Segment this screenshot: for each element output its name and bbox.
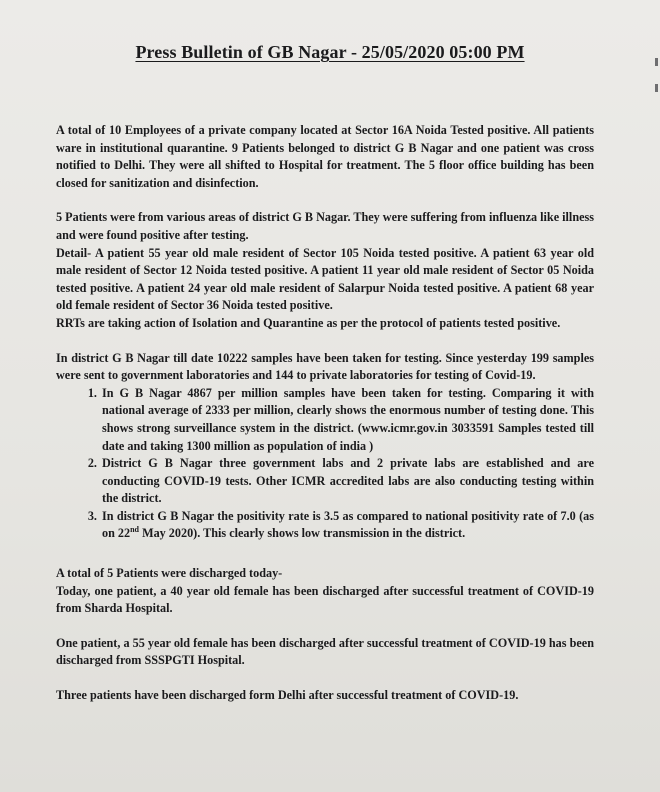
list-item: 2. District G B Nagar three government labs and 2 private labs are established and are conducting COVID-19 tests. Other ICMR accredited labs are also conducting testing within the district. — [100, 455, 594, 508]
paragraph-sample-testing: In district G B Nagar till date 10222 samples have been taken for testing. Since yesterday 199 samples were sent to government laboratories and 144 to private laboratories for testing of Covid-19. — [56, 350, 594, 383]
edge-mark-middle — [655, 84, 658, 92]
testing-facts-list — [56, 385, 594, 543]
bulletin-body — [56, 122, 594, 705]
page-title: Press Bulletin of GB Nagar - 25/05/2020 05:00 PM — [135, 42, 525, 62]
paragraph-discharge-ssspgti: One patient, a 55 year old female has been discharged after successful treatment of COVID-19 has been discharged from SSSPGTI Hospital. — [56, 635, 594, 668]
paragraph-discharged-summary: A total of 5 Patients were discharged today- — [56, 566, 283, 581]
list-item: 3. In district G B Nagar the positivity rate is 3.5 as compared to national positivity rate of 7.0 (as on 22nd May 2020). This clearly shows low transmission in the district. — [100, 508, 594, 543]
paragraph-ili-patients: 5 Patients were from various areas of district G B Nagar. They were suffering from influenza like illness and were found positive after testing. — [56, 210, 594, 242]
paragraph-patient-details: Detail- A patient 55 year old male resident of Sector 105 Noida tested positive. A patient 63 year old male resident of Sector 12 Noida tested positive. A patient 11 year old male resident of Sector 05 Noida tested positive. A patient 24 year old male resident of Salarpur Noida tested positive. A patient 68 year old female resident of Sector 36 Noida tested positive. — [56, 245, 594, 313]
paragraph-discharge-delhi: Three patients have been discharged form Delhi after successful treatment of COVID-19. — [56, 688, 519, 703]
paragraph-discharge-sharda: Today, one patient, a 40 year old female has been discharged after successful treatment of COVID-19 from Sharda Hospital. — [56, 583, 594, 616]
paragraph-employees-positive: A total of 10 Employees of a private company located at Sector 16A Noida Tested positive. All patients ware in institutional quarantine. 9 Patients belonged to district G B Nagar and one patient was cross notified to Delhi. They were all shifted to Hospital for treatment. The 5 floor office building has been closed for sanitization and disinfection. — [56, 123, 594, 190]
list-item: 1. In G B Nagar 4867 per million samples have been taken for testing. Comparing it with national average of 2333 per million, clearly shows the enormous number of testing done. This shows strong surveillance system in the district. (www.icmr.gov.in 3033591 Samples tested till date and taking 1300 million as population of india ) — [100, 385, 594, 455]
paragraph-rrt-action: RRTs are taking action of Isolation and Quarantine as per the protocol of patients tested positive. — [56, 315, 561, 330]
